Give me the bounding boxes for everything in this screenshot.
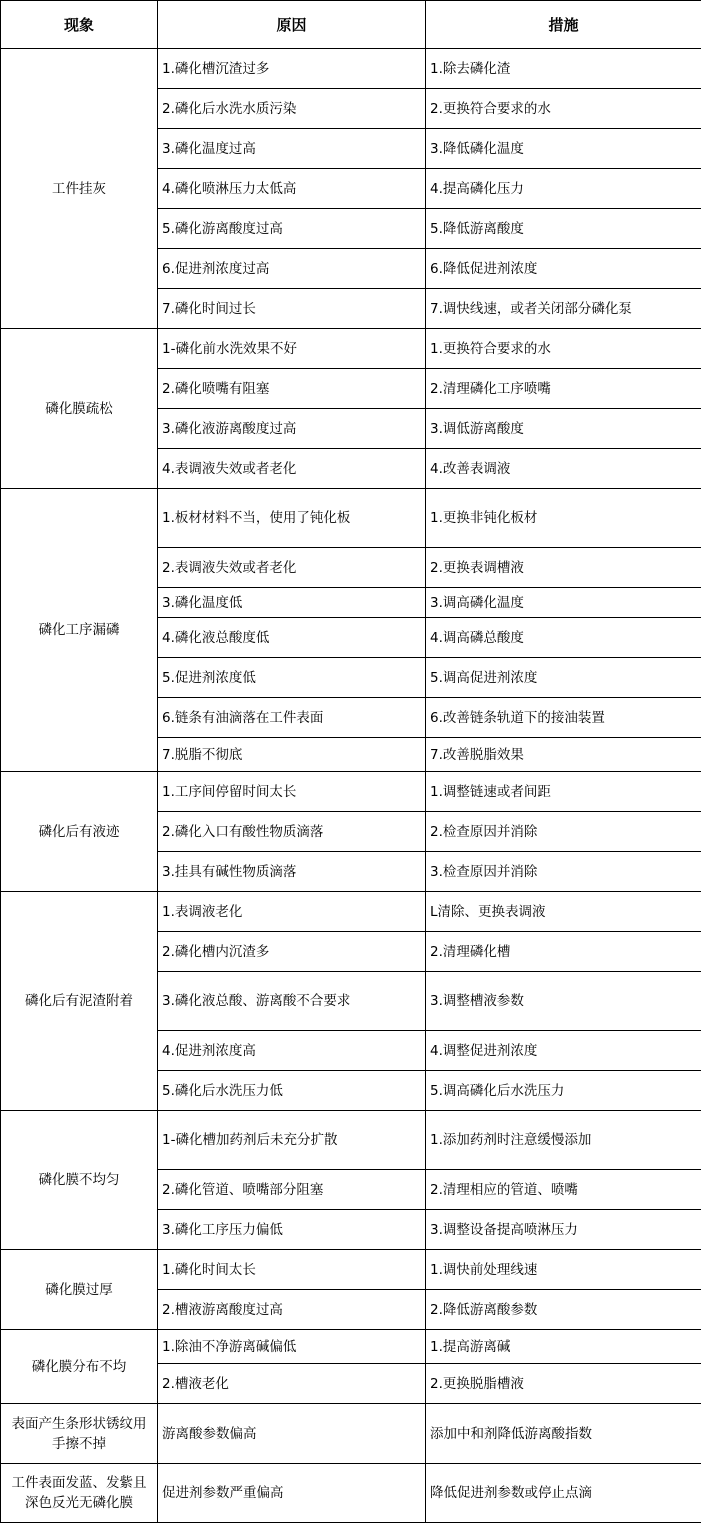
measure-cell: 4.提高磷化压力 — [426, 169, 701, 209]
measure-cell: 3.调低游离酸度 — [426, 409, 701, 449]
measure-cell: 6.降低促进剂浓度 — [426, 249, 701, 289]
symptom-cell: 表面产生条形状锈纹用 手擦不掉 — [1, 1404, 158, 1464]
measure-cell: 2.更换脱脂槽液 — [426, 1364, 701, 1404]
cause-cell: 3.磷化液游离酸度过高 — [158, 409, 426, 449]
cause-cell: 2.表调液失效或者老化 — [158, 548, 426, 588]
measure-cell: 1.提高游离碱 — [426, 1330, 701, 1364]
cause-cell: 5.促进剂浓度低 — [158, 658, 426, 698]
measure-cell: 1.更换符合要求的水 — [426, 329, 701, 369]
cause-cell: 3.挂具有碱性物质滴落 — [158, 852, 426, 892]
cause-cell: 5.磷化后水洗压力低 — [158, 1071, 426, 1111]
table-row — [1, 1111, 701, 1170]
symptom-cell: 磷化后有液迹 — [1, 772, 158, 892]
table-row — [1, 1330, 701, 1364]
measure-cell: 6.改善链条轨道下的接油装置 — [426, 698, 701, 738]
cause-cell: 4.表调液失效或者老化 — [158, 449, 426, 489]
symptom-cell: 磷化膜疏松 — [1, 329, 158, 489]
measure-cell: 2.清理相应的管道、喷嘴 — [426, 1170, 701, 1210]
table-row — [1, 1464, 701, 1523]
measure-cell: 降低促进剂参数或停止点滴 — [426, 1464, 701, 1523]
measure-cell: 1.更换非钝化板材 — [426, 489, 701, 548]
measure-cell: 2.更换表调槽液 — [426, 548, 701, 588]
table-row — [1, 772, 701, 812]
measure-cell: 3.降低磷化温度 — [426, 129, 701, 169]
measure-cell: 5.调高磷化后水洗压力 — [426, 1071, 701, 1111]
measure-cell: 5.调高促进剂浓度 — [426, 658, 701, 698]
table-row — [1, 329, 701, 369]
table-row — [1, 892, 701, 932]
measure-cell: 1.添加药剂时注意缓慢添加 — [426, 1111, 701, 1170]
measure-cell: 5.降低游离酸度 — [426, 209, 701, 249]
measure-cell: 添加中和剂降低游离酸指数 — [426, 1404, 701, 1464]
measure-cell: 2.清理磷化槽 — [426, 932, 701, 972]
cause-cell: 促进剂参数严重偏高 — [158, 1464, 426, 1523]
cause-cell: 1.磷化时间太长 — [158, 1250, 426, 1290]
cause-cell: 2.磷化管道、喷嘴部分阻塞 — [158, 1170, 426, 1210]
symptom-cell: 磷化工序漏磷 — [1, 489, 158, 772]
measure-cell: 1.调整链速或者间距 — [426, 772, 701, 812]
measure-cell: 2.检查原因并消除 — [426, 812, 701, 852]
cause-cell: 2.磷化后水洗水质污染 — [158, 89, 426, 129]
cause-cell: 6.促进剂浓度过高 — [158, 249, 426, 289]
measure-cell: 1.调快前处理线速 — [426, 1250, 701, 1290]
cause-cell: 6.链条有油滴落在工件表面 — [158, 698, 426, 738]
cause-cell: 7.脱脂不彻底 — [158, 738, 426, 772]
measure-cell: 4.调整促进剂浓度 — [426, 1031, 701, 1071]
measure-cell: 2.更换符合要求的水 — [426, 89, 701, 129]
cause-cell: 3.磷化温度低 — [158, 588, 426, 618]
measure-cell: 3.调整槽液参数 — [426, 972, 701, 1031]
measure-cell: L清除、更换表调液 — [426, 892, 701, 932]
measure-cell: 7.改善脱脂效果 — [426, 738, 701, 772]
cause-cell: 2.磷化喷嘴有阻塞 — [158, 369, 426, 409]
cause-cell: 1.除油不净游离碱偏低 — [158, 1330, 426, 1364]
cause-cell: 2.磷化入口有酸性物质滴落 — [158, 812, 426, 852]
cause-cell: 4.磷化液总酸度低 — [158, 618, 426, 658]
symptom-cell: 工件表面发蓝、发紫且 深色反光无磷化膜 — [1, 1464, 158, 1523]
symptom-cell: 磷化膜不均匀 — [1, 1111, 158, 1250]
symptom-cell: 工件挂灰 — [1, 49, 158, 329]
measure-cell: 3.调整设备提高喷淋压力 — [426, 1210, 701, 1250]
cause-cell: 3.磷化工序压力偏低 — [158, 1210, 426, 1250]
cause-cell: 1.板材材料不当，使用了钝化板 — [158, 489, 426, 548]
header-cause: 原因 — [158, 1, 426, 49]
table-row — [1, 1250, 701, 1290]
table-row — [1, 49, 701, 89]
measure-cell: 2.降低游离酸参数 — [426, 1290, 701, 1330]
header-row — [1, 1, 701, 49]
measure-cell: 4.改善表调液 — [426, 449, 701, 489]
cause-cell: 2.磷化槽内沉渣多 — [158, 932, 426, 972]
cause-cell: 4.促进剂浓度高 — [158, 1031, 426, 1071]
cause-cell: 3.磷化温度过高 — [158, 129, 426, 169]
measure-cell: 4.调高磷总酸度 — [426, 618, 701, 658]
measure-cell: 3.检查原因并消除 — [426, 852, 701, 892]
cause-cell: 1-磷化槽加药剂后未充分扩散 — [158, 1111, 426, 1170]
symptom-cell: 磷化膜过厚 — [1, 1250, 158, 1330]
header-symptom: 现象 — [1, 1, 158, 49]
cause-cell: 4.磷化喷淋压力太低高 — [158, 169, 426, 209]
cause-cell: 1-磷化前水洗效果不好 — [158, 329, 426, 369]
cause-cell: 1.表调液老化 — [158, 892, 426, 932]
measure-cell: 7.调快线速，或者关闭部分磷化泵 — [426, 289, 701, 329]
measure-cell: 3.调高磷化温度 — [426, 588, 701, 618]
cause-cell: 1.磷化槽沉渣过多 — [158, 49, 426, 89]
cause-cell: 5.磷化游离酸度过高 — [158, 209, 426, 249]
table-row — [1, 1404, 701, 1464]
cause-cell: 游离酸参数偏高 — [158, 1404, 426, 1464]
cause-cell: 1.工序间停留时间太长 — [158, 772, 426, 812]
symptom-cell: 磷化后有泥渣附着 — [1, 892, 158, 1111]
cause-cell: 2.槽液游离酸度过高 — [158, 1290, 426, 1330]
header-measure: 措施 — [426, 1, 701, 49]
symptom-cell: 磷化膜分布不均 — [1, 1330, 158, 1404]
measure-cell: 2.清理磷化工序喷嘴 — [426, 369, 701, 409]
cause-cell: 3.磷化液总酸、游离酸不合要求 — [158, 972, 426, 1031]
cause-cell: 2.槽液老化 — [158, 1364, 426, 1404]
cause-cell: 7.磷化时间过长 — [158, 289, 426, 329]
measure-cell: 1.除去磷化渣 — [426, 49, 701, 89]
table-row — [1, 489, 701, 548]
